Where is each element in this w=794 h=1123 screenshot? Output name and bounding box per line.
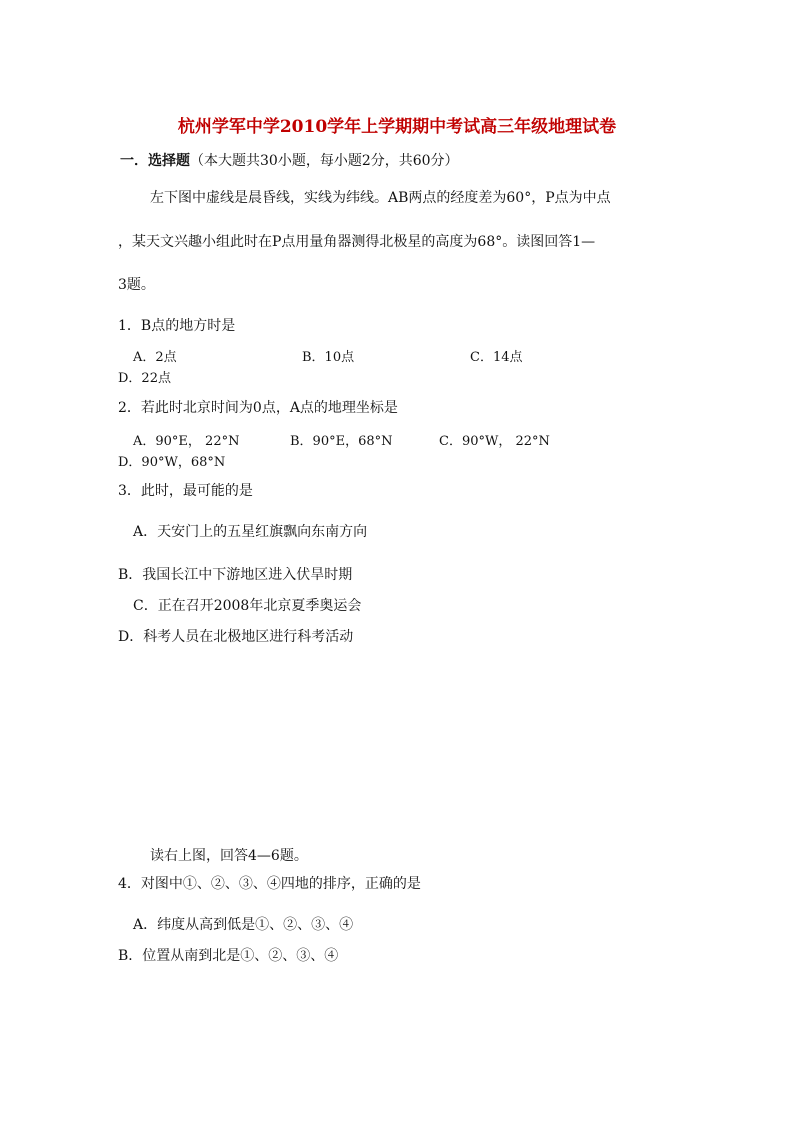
question-1-option-b: B．10点 — [302, 350, 355, 365]
question-3-option-a: A．天安门上的五星红旗飘向东南方向 — [133, 524, 368, 540]
question-4-option-b: B．位置从南到北是①、②、③、④ — [118, 948, 339, 964]
intro-line-3: 3题。 — [118, 277, 155, 293]
question-1-option-a: A．2点 — [133, 350, 177, 365]
question-4-option-a: A．纬度从高到低是①、②、③、④ — [133, 917, 354, 933]
question-3-option-d: D．科考人员在北极地区进行科考活动 — [118, 629, 354, 645]
question-2-option-a: A．90°E， 22°N — [133, 434, 240, 449]
intro-line-2: ，某天文兴趣小组此时在P点用量角器测得北极星的高度为68°。读图回答1— — [118, 234, 596, 250]
intro-questions-4-6: 读右上图，回答4—6题。 — [150, 848, 308, 864]
question-1-option-c: C．14点 — [470, 350, 523, 365]
question-1-option-d: D．22点 — [118, 371, 171, 386]
question-3-stem: 3．此时，最可能的是 — [118, 483, 253, 499]
question-3-option-c: C．正在召开2008年北京夏季奥运会 — [133, 598, 362, 614]
question-2-stem: 2．若此时北京时间为0点，A点的地理坐标是 — [118, 400, 398, 416]
question-4-stem: 4．对图中①、②、③、④四地的排序，正确的是 — [118, 876, 421, 892]
intro-line-1: 左下图中虚线是晨昏线，实线为纬线。AB两点的经度差为60°，P点为中点 — [150, 190, 611, 206]
document-title: 杭州学军中学2010学年上学期期中考试高三年级地理试卷 — [177, 117, 617, 137]
question-2-option-c: C．90°W， 22°N — [439, 434, 550, 449]
question-1-stem: 1．B点的地方时是 — [118, 318, 236, 334]
question-2-option-b: B．90°E，68°N — [290, 434, 393, 449]
section-label: 一．选择题 — [120, 153, 190, 169]
section-heading — [120, 150, 459, 170]
question-2-option-d: D．90°W，68°N — [118, 455, 226, 470]
section-note: （本大题共30小题，每小题2分，共60分） — [190, 153, 459, 169]
question-3-option-b: B．我国长江中下游地区进入伏旱时期 — [118, 567, 353, 583]
